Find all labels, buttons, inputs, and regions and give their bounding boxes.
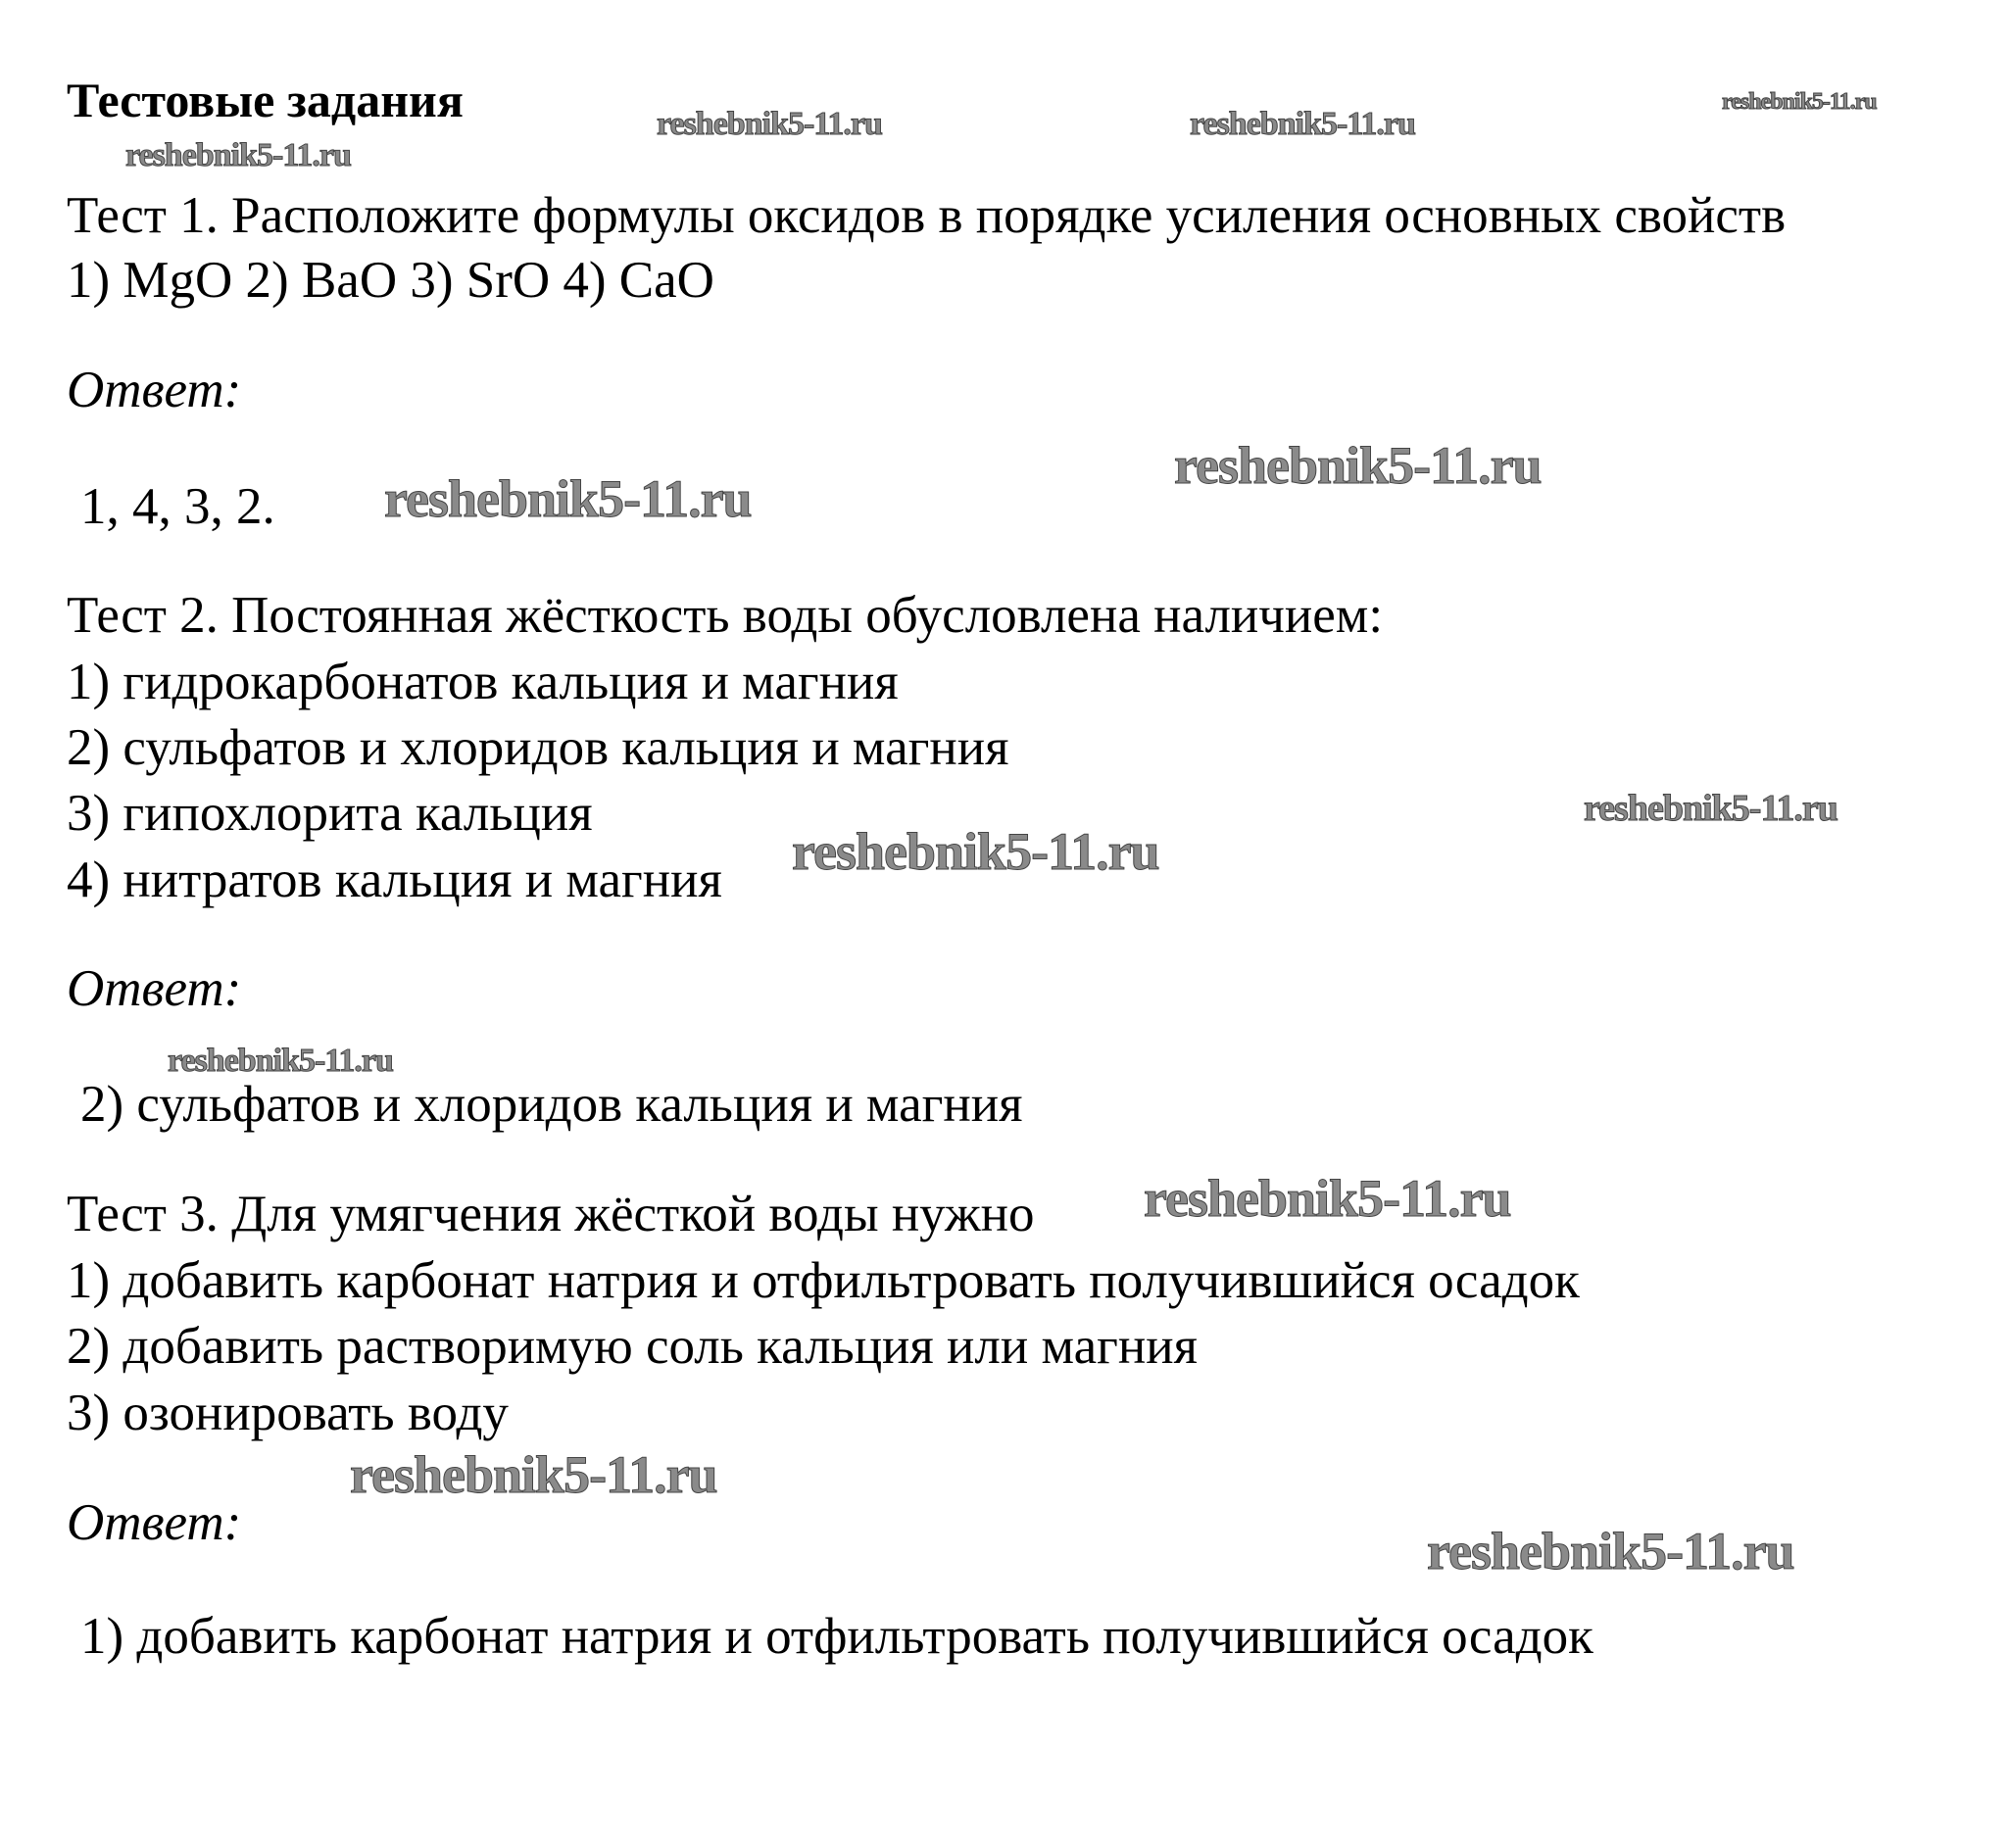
test-2-option-4: 4) нитратов кальция и магния: [67, 851, 722, 908]
page-title: Тестовые задания: [67, 73, 464, 127]
test-2-option-1: 1) гидрокарбонатов кальция и магния: [67, 654, 899, 710]
watermark: reshebnik5-11.ru: [1722, 89, 1877, 115]
watermark: reshebnik5-11.ru: [1584, 788, 1838, 829]
watermark: reshebnik5-11.ru: [657, 106, 882, 142]
watermark: reshebnik5-11.ru: [1144, 1169, 1511, 1228]
test-1-answer-label: Ответ:: [67, 362, 242, 418]
test-3-answer-label: Ответ:: [67, 1494, 242, 1551]
test-3-answer: 1) добавить карбонат натрия и отфильтровать получившийся осадок: [80, 1608, 1593, 1665]
test-3-option-1: 1) добавить карбонат натрия и отфильтровать получившийся осадок: [67, 1252, 1580, 1309]
test-2-answer: 2) сульфатов и хлоридов кальция и магния: [80, 1076, 1023, 1133]
watermark: reshebnik5-11.ru: [1190, 106, 1415, 142]
watermark: reshebnik5-11.ru: [125, 137, 351, 173]
test-1-answer: 1, 4, 3, 2.: [80, 478, 275, 535]
watermark: reshebnik5-11.ru: [168, 1043, 393, 1079]
watermark: reshebnik5-11.ru: [384, 469, 752, 528]
test-3-option-2: 2) добавить растворимую соль кальция или магния: [67, 1318, 1199, 1375]
test-2-option-3: 3) гипохлорита кальция: [67, 785, 593, 842]
test-3-question: Тест 3. Для умягчения жёсткой воды нужно: [67, 1186, 1035, 1242]
watermark: reshebnik5-11.ru: [1174, 436, 1542, 495]
test-1-options: 1) MgO 2) BaO 3) SrO 4) CaO: [67, 252, 714, 309]
test-1-question: Тест 1. Расположите формулы оксидов в порядке усиления основных свойств: [67, 187, 1787, 244]
watermark: reshebnik5-11.ru: [1427, 1522, 1794, 1581]
test-3-option-3: 3) озонировать воду: [67, 1385, 509, 1441]
watermark: reshebnik5-11.ru: [792, 822, 1159, 881]
test-2-question: Тест 2. Постоянная жёсткость воды обусловлена наличием:: [67, 587, 1384, 644]
test-2-answer-label: Ответ:: [67, 960, 242, 1017]
test-2-option-2: 2) сульфатов и хлоридов кальция и магния: [67, 719, 1009, 776]
watermark: reshebnik5-11.ru: [350, 1445, 717, 1504]
